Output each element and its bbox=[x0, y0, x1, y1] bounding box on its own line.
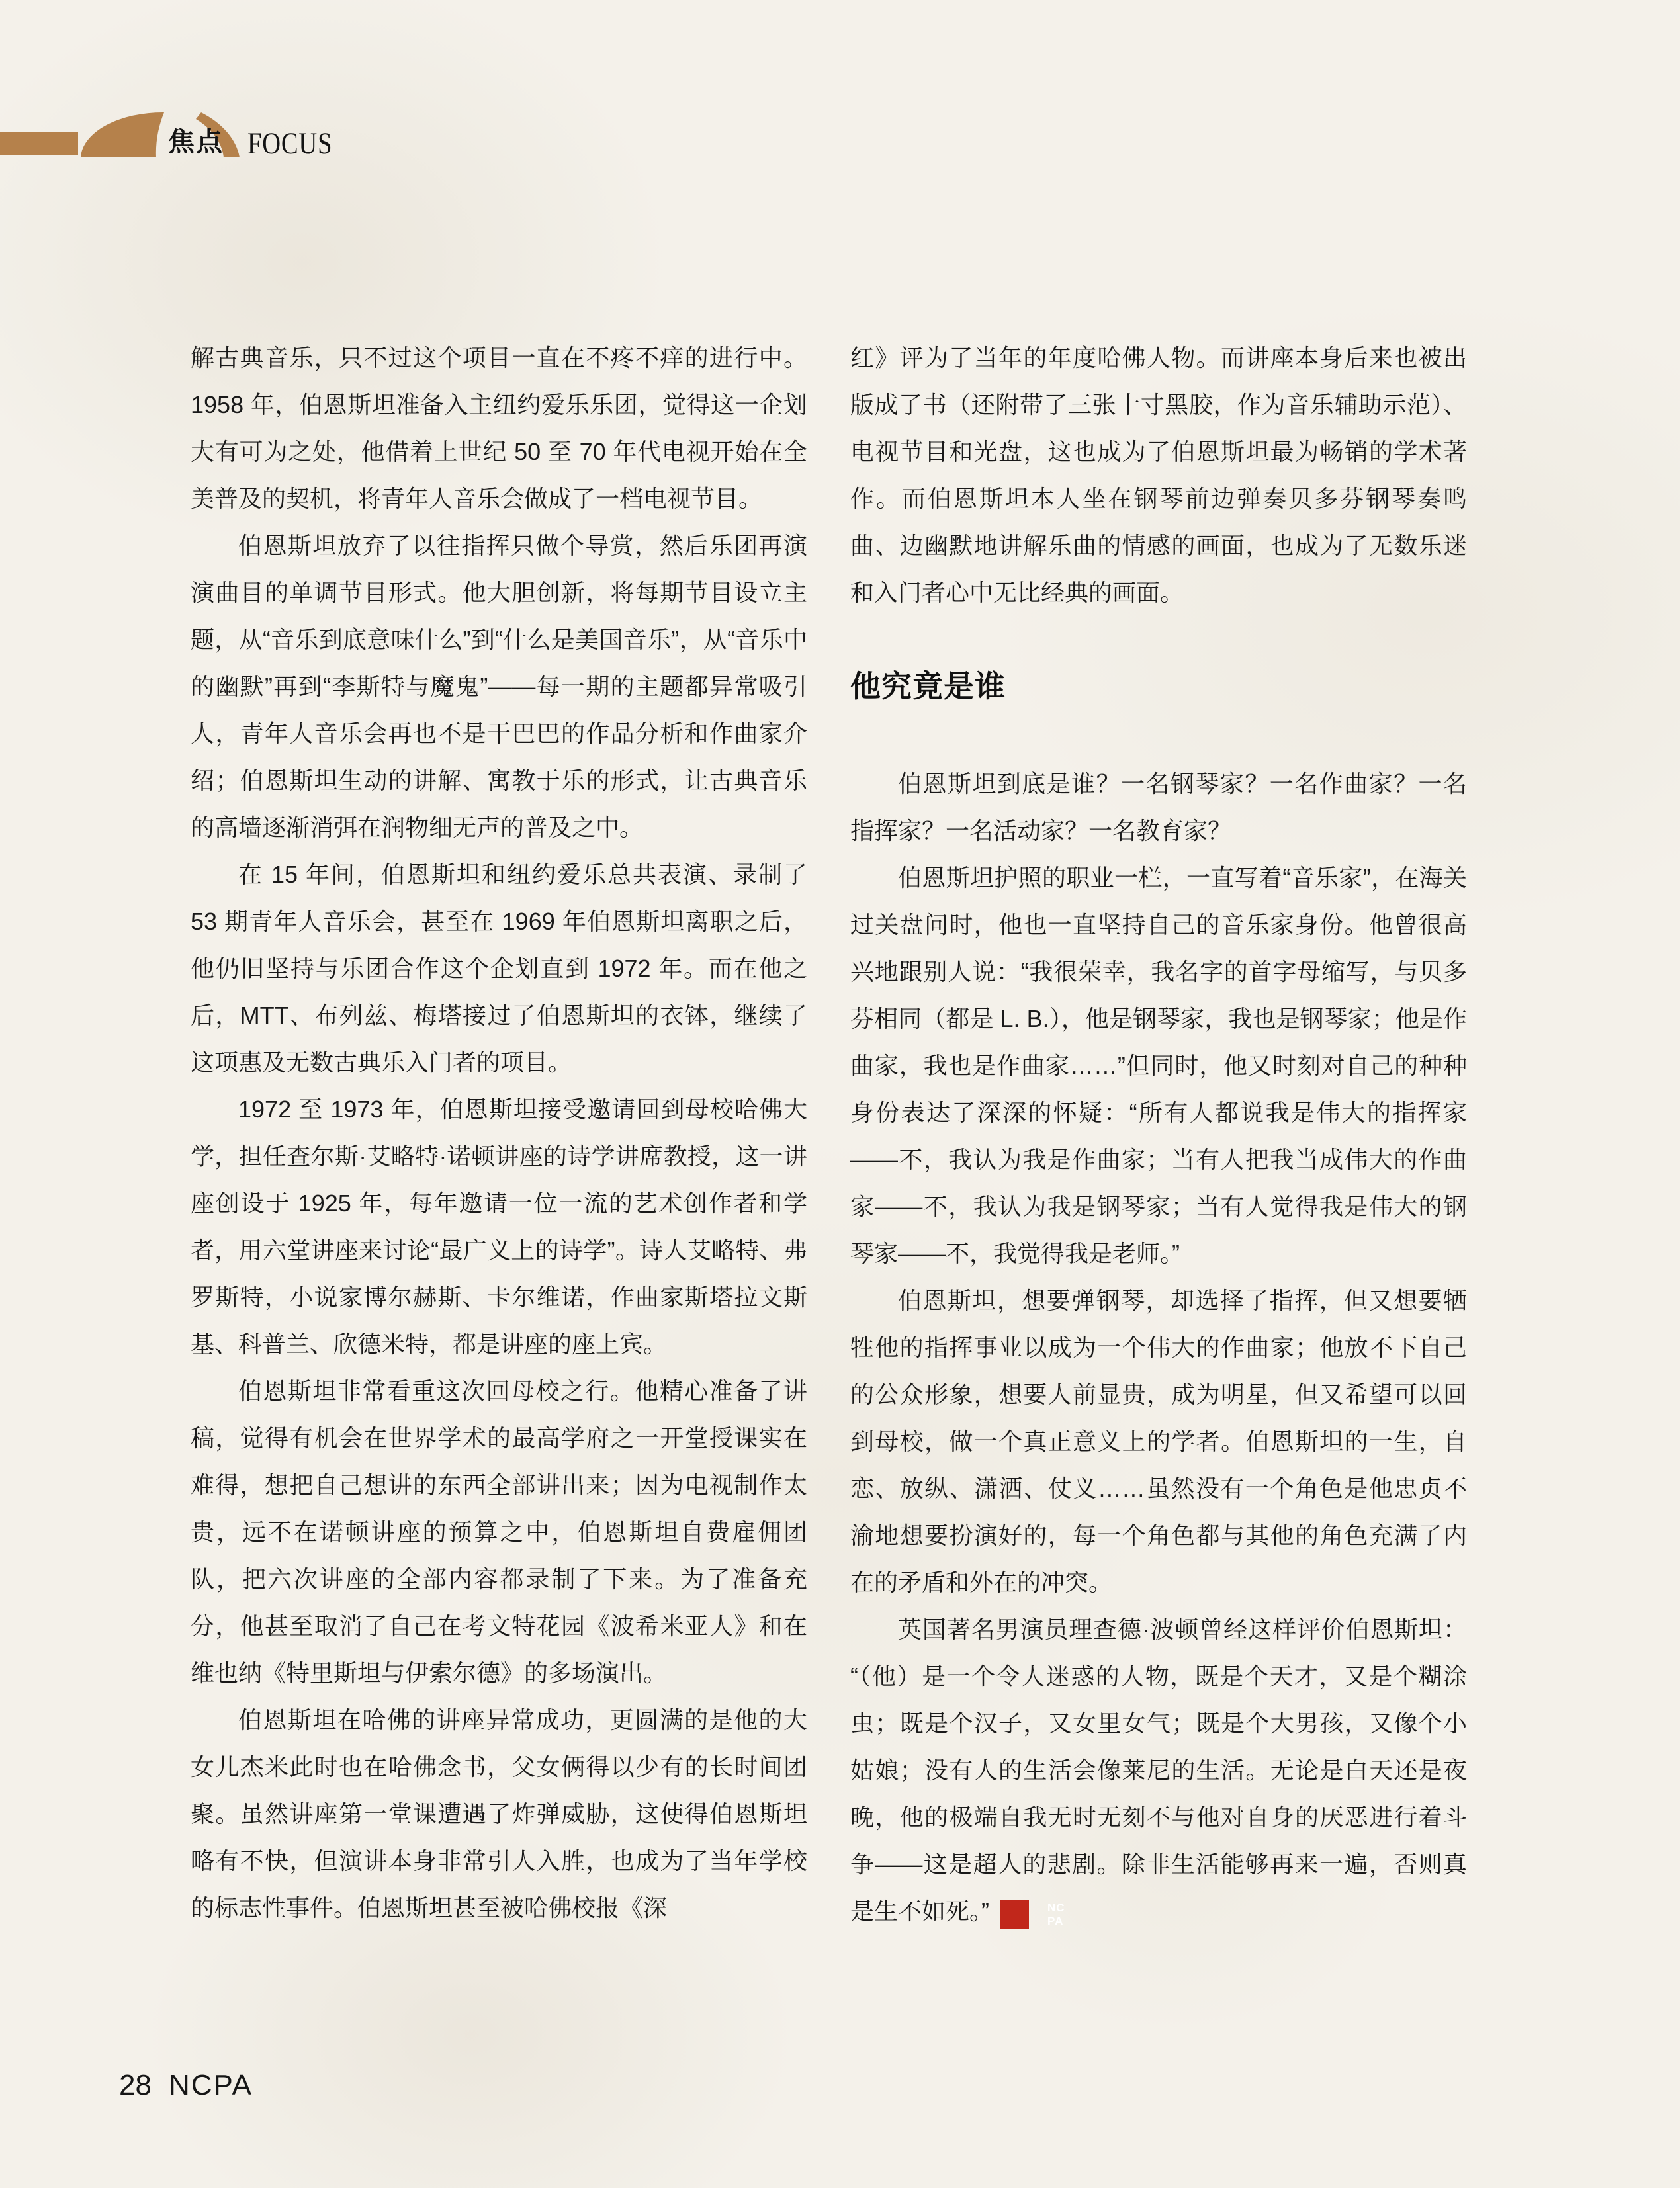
paragraph: 伯恩斯坦护照的职业一栏，一直写着“音乐家”，在海关过关盘问时，他也一直坚持自己的音乐家身份。他曾很高兴地跟别人说：“我很荣幸，我名字的首字母缩写，与贝多芬相同（都是 L. B.），他是钢琴家，我也是钢琴家；他是作曲家，我也是作曲家……”但同时，他又时刻对自己的种种身份表达了深深的怀疑：“所有人都说我是伟大的指挥家——不，我认为我是作曲家；当有人把我当成伟大的作曲家——不，我认为我是钢琴家；当有人觉得我是伟大的钢琴家——不，我觉得我是老师。” bbox=[850, 864, 1467, 1267]
logo-text-cn: 焦点 bbox=[168, 128, 224, 157]
paragraph: 红》评为了当年的年度哈佛人物。而讲座本身后来也被出版成了书（还附带了三张十寸黑胶，作为音乐辅助示范）、电视节目和光盘，这也成为了伯恩斯坦最为畅销的学术著作。而伯恩斯坦本人坐在钢琴前边弹奏贝多芬钢琴奏鸣曲、边幽默地讲解乐曲的情感的画面，也成为了无数乐迷和入门者心中无比经典的画面。 bbox=[850, 344, 1467, 606]
paragraph: 解古典音乐，只不过这个项目一直在不疼不痒的进行中。1958 年，伯恩斯坦准备入主纽约爱乐乐团，觉得这一企划大有可为之处，他借着上世纪 50 至 70 年代电视开始在全美普及的契机，将青年人音乐会做成了一档电视节目。 bbox=[191, 344, 807, 512]
paragraph: 伯恩斯坦，想要弹钢琴，却选择了指挥，但又想要牺牲他的指挥事业以成为一个伟大的作曲家；他放不下自己的公众形象，想要人前显贵，成为明星，但又希望可以回到母校，做一个真正意义上的学者。伯恩斯坦的一生，自恋、放纵、潇洒、仗义……虽然没有一个角色是他忠贞不渝地想要扮演好的，每一个角色都与其他的角色充满了内在的矛盾和外在的冲突。 bbox=[850, 1287, 1467, 1596]
ncpa-seal-icon bbox=[1000, 1900, 1065, 1929]
seal-line-2: PA bbox=[1047, 1915, 1064, 1927]
right-column bbox=[850, 334, 1467, 1935]
footer bbox=[119, 2070, 253, 2101]
paragraph: 伯恩斯坦到底是谁？一名钢琴家？一名作曲家？一名指挥家？一名活动家？一名教育家？ bbox=[850, 770, 1467, 844]
left-column bbox=[191, 334, 807, 1931]
logo-text-en: FOCUS bbox=[247, 126, 333, 161]
paragraph-text: 英国著名男演员理查德·波顿曾经这样评价伯恩斯坦：“（他）是一个令人迷惑的人物，既是个天才，又是个糊涂虫；既是个汉子，又女里女气；既是个大男孩，又像个小姑娘；没有人的生活会像莱尼的生活。无论是白天还是夜晚，他的极端自我无时无刻不与他对自身的厌恶进行着斗争——这是超人的悲剧。除非生活能够再来一遍，否则真是生不如死。” bbox=[850, 1616, 1467, 1925]
page-number: 28 bbox=[119, 2069, 152, 2101]
paragraph: 1972 至 1973 年，伯恩斯坦接受邀请回到母校哈佛大学，担任查尔斯·艾略特·诺顿讲座的诗学讲席教授，这一讲座创设于 1925 年，每年邀请一位一流的艺术创作者和学者，用六堂讲座来讨论“最广义上的诗学”。诗人艾略特、弗罗斯特，小说家博尔赫斯、卡尔维诺，作曲家斯塔拉文斯基、科普兰、欣德米特，都是讲座的座上宾。 bbox=[191, 1096, 807, 1358]
paragraph: 伯恩斯坦放弃了以往指挥只做个导赏，然后乐团再演演曲目的单调节目形式。他大胆创新，将每期节目设立主题，从“音乐到底意味什么”到“什么是美国音乐”，从“音乐中的幽默”再到“李斯特与魔鬼”——每一期的主题都异常吸引人，青年人音乐会再也不是干巴巴的作品分析和作曲家介绍；伯恩斯坦生动的讲解、寓教于乐的形式，让古典音乐的高墙逐渐消弭在润物细无声的普及之中。 bbox=[191, 532, 807, 841]
seal-line-1: NC bbox=[1047, 1902, 1065, 1914]
journal-name: NCPA bbox=[168, 2069, 253, 2101]
section-heading: 他究竟是谁 bbox=[850, 669, 1006, 703]
paragraph bbox=[850, 1606, 1467, 1935]
paragraph: 在 15 年间，伯恩斯坦和纽约爱乐总共表演、录制了 53 期青年人音乐会，甚至在 1969 年伯恩斯坦离职之后，他仍旧坚持与乐团合作这个企划直到 1972 年。而在他之后，MTT、布列兹、梅塔接过了伯恩斯坦的衣钵，继续了这项惠及无数古典乐入门者的项目。 bbox=[191, 861, 807, 1076]
logo-bar bbox=[0, 132, 78, 155]
paragraph: 伯恩斯坦在哈佛的讲座异常成功，更圆满的是他的大女儿杰米此时也在哈佛念书，父女俩得以少有的长时间团聚。虽然讲座第一堂课遭遇了炸弹威胁，这使得伯恩斯坦略有不快，但演讲本身非常引人入胜，也成为了当年学校的标志性事件。伯恩斯坦甚至被哈佛校报《深 bbox=[191, 1706, 807, 1921]
paragraph: 伯恩斯坦非常看重这次回母校之行。他精心准备了讲稿，觉得有机会在世界学术的最高学府之一开堂授课实在难得，想把自己想讲的东西全部讲出来；因为电视制作太贵，远不在诺顿讲座的预算之中，伯恩斯坦自费雇佣团队，把六次讲座的全部内容都录制了下来。为了准备充分，他甚至取消了自己在考文特花园《波希米亚人》和在维也纳《特里斯坦与伊索尔德》的多场演出。 bbox=[191, 1378, 807, 1686]
